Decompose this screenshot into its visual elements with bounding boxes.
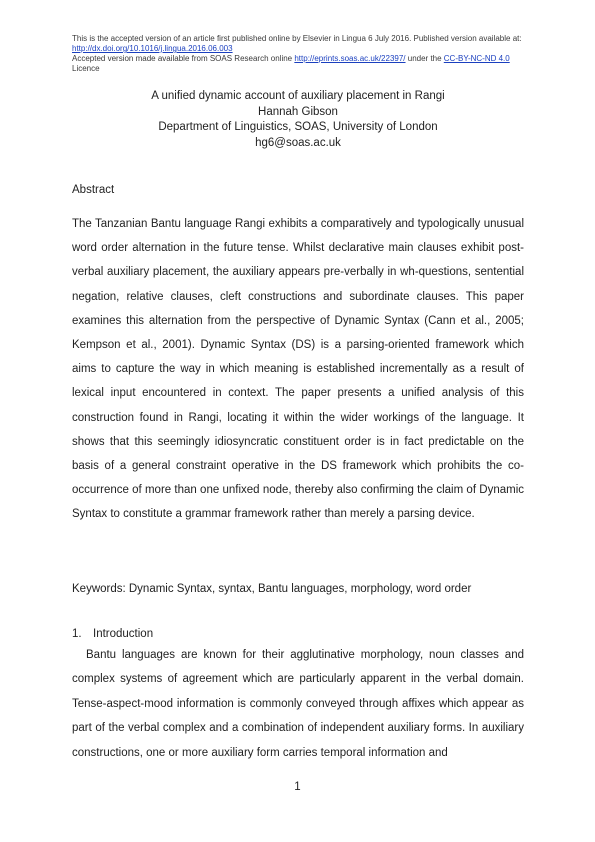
notice-text-1: This is the accepted version of an article first published online by Elsevier in Lingua 6 July 2016. Published version available at: [72,34,522,43]
paper-title: A unified dynamic account of auxiliary placement in Rangi [151,90,445,102]
notice-text-2: Accepted version made available from SOAS Research online [72,54,295,63]
section-title: Introduction [93,628,154,640]
section-number: 1. [72,628,82,640]
page-number: 1 [294,781,301,793]
abstract-heading: Abstract [72,184,115,196]
notice-text-3: under the [405,54,444,63]
paper-header [72,89,524,151]
license-link[interactable]: CC-BY-NC-ND 4.0 [443,54,510,63]
author-email: hg6@soas.ac.uk [255,136,341,149]
eprints-link[interactable]: http://eprints.soas.ac.uk/22397/ [294,54,406,63]
doi-link[interactable]: http://dx.doi.org/10.1016/j.lingua.2016.06.003 [72,44,233,53]
publication-notice [72,34,524,74]
author-name: Hannah Gibson [258,105,338,118]
abstract-text: The Tanzanian Bantu language Rangi exhibits a comparatively and typologically unusual word order alternation in the future tense. Whilst declarative main clauses exhibit post-verbal auxiliary placement, the auxiliary appears pre-verbally in wh-questions, sentential negation, relative clauses, cleft constructions and subordinate clauses. This paper examines this alternation from the perspective of Dynamic Syntax (Cann et al., 2005; Kempson et al., 2001). Dynamic Syntax (DS) is a parsing-oriented framework which aims to capture the way in which meaning is established incrementally as a result of lexical input encountered in context. The paper presents a unified analysis of this construction found in Rangi, locating it within the wider workings of the language. It shows that this seemingly idiosyncratic constituent order is in fact predictable on the basis of a general constraint operative in the DS framework which prohibits the co-occurrence of more than one unfixed node, thereby also confirming the claim of Dynamic Syntax to constitute a grammar framework rather than merely a parsing device. [72,218,524,521]
introduction-paragraph: Bantu languages are known for their agglutinative morphology, noun classes and complex systems of agreement which are particularly apparent in the verbal domain. Tense-aspect-mood information is commonly conveyed through affixes which appear as part of the verbal complex and a combination of independent auxiliary forms. In auxiliary constructions, one or more auxiliary form carries temporal information and [72,649,524,759]
notice-text-4: Licence [72,64,100,73]
section-heading-introduction [72,628,153,640]
author-affiliation: Department of Linguistics, SOAS, University of London [158,121,438,133]
keywords: Keywords: Dynamic Syntax, syntax, Bantu languages, morphology, word order [72,583,472,595]
